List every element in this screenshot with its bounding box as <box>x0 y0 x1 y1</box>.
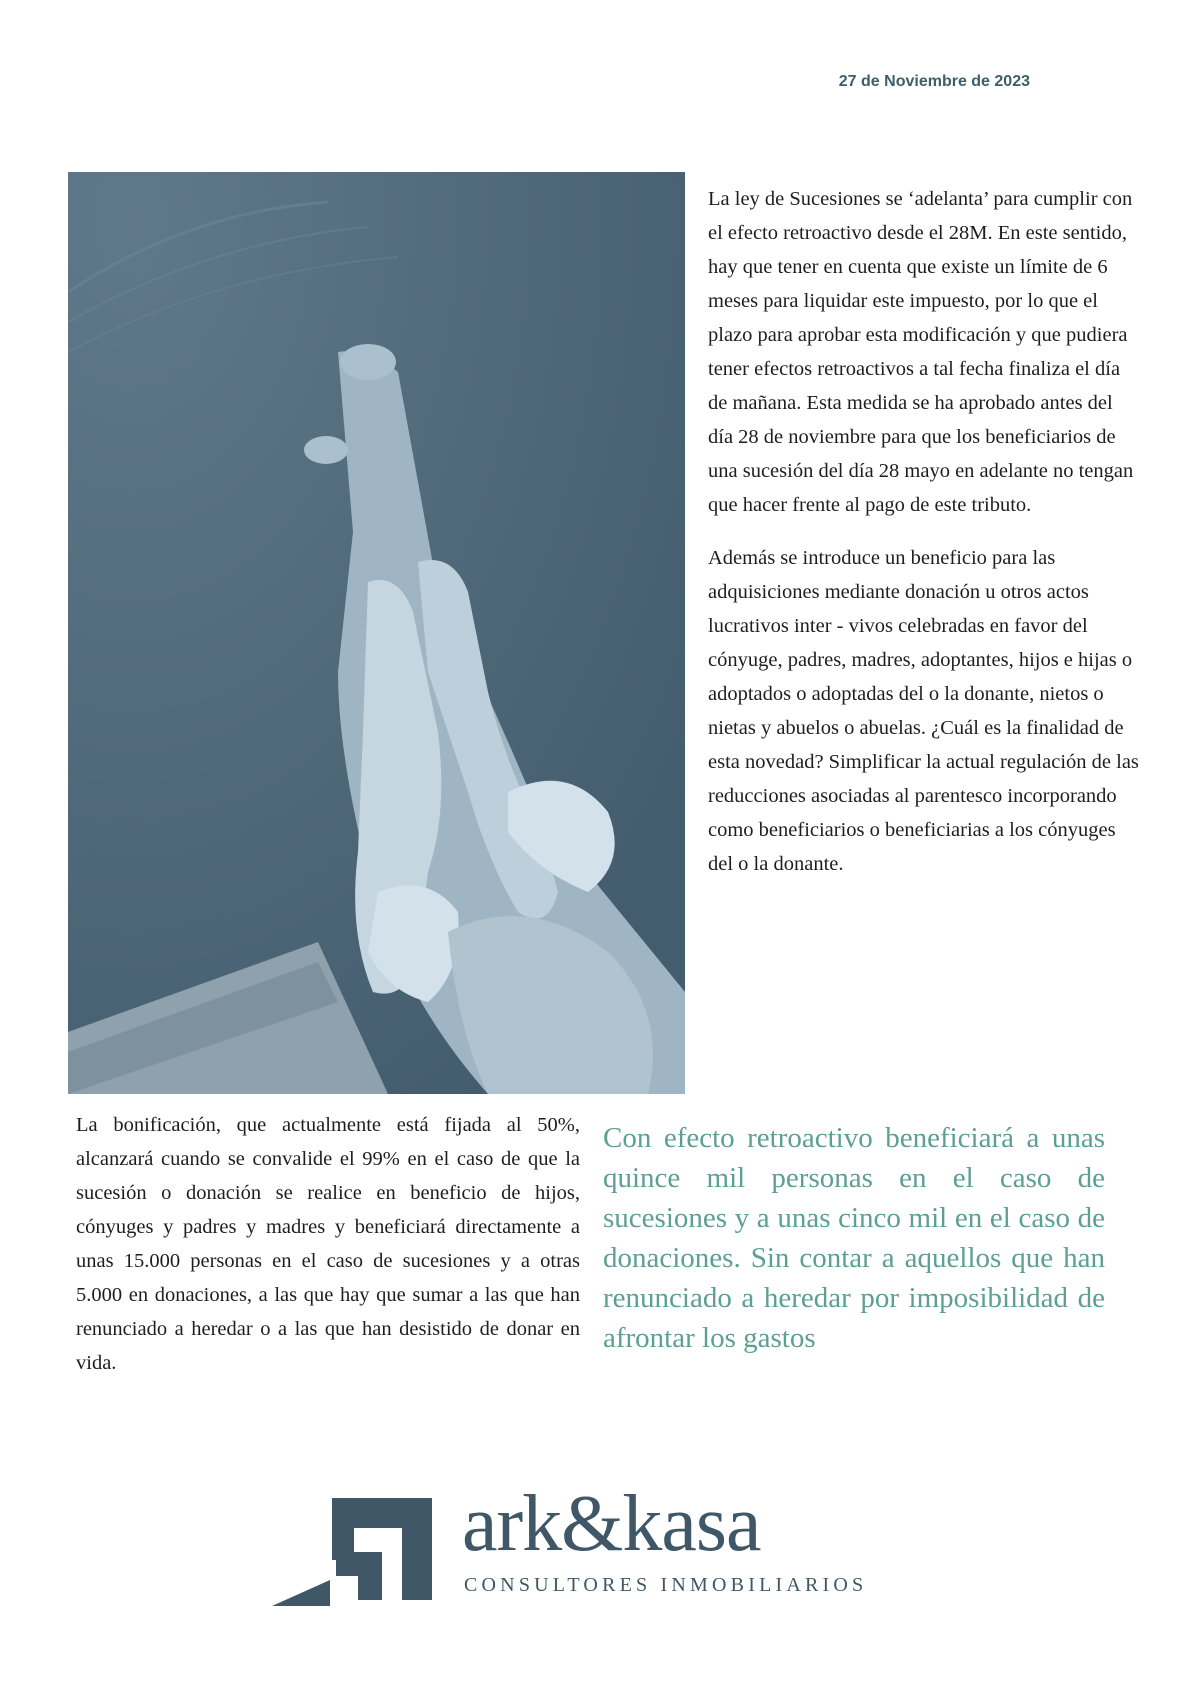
house-logo-icon <box>272 1488 452 1608</box>
family-legs-photo <box>68 172 685 1094</box>
article-paragraph-1: La ley de Sucesiones se ‘adelanta’ para cumplir con el efecto retroactivo desde el 28M. En este sentido, hay que tener en cuenta que existe un límite de 6 meses para liquidar este impuesto, por lo que el plazo para aprobar esta modificación y que pudiera tener efectos retroactivos a tal fecha finaliza el día de mañana. Esta medida se ha aprobado antes del día 28 de noviembre para que los beneficiarios de una sucesión del día 28 mayo en adelante no tengan que hacer frente al pago de este tributo. <box>708 188 1134 516</box>
logo-tagline: CONSULTORES INMOBILIARIOS <box>464 1574 868 1596</box>
article-paragraph-3: La bonificación, que actualmente está fijada al 50%, alcanzará cuando se convalide el 99% en el caso de que la sucesión o donación se realice en beneficio de hijos, cónyuges y padres y madres y beneficiará directamente a unas 15.000 personas en el caso de sucesiones y a otras 5.000 en donaciones, a las que hay que sumar a las que han renunciado a heredar o a las que han desistido de donar en vida. <box>76 1114 580 1374</box>
article-left-column <box>76 1108 580 1380</box>
document-date: 27 de Noviembre de 2023 <box>838 73 1030 90</box>
pull-quote: Con efecto retroactivo beneficiará a unas quince mil personas en el caso de sucesiones y a unas cinco mil en el caso de donaciones. Sin contar a aquellos que han renunciado a heredar por imposibilidad de afrontar los gastos <box>603 1122 1105 1354</box>
ark-kasa-logo <box>272 1480 868 1608</box>
logo-wordmark: ark&kasa <box>462 1480 761 1568</box>
article-paragraph-2: Además se introduce un beneficio para las adquisiciones mediante donación u otros actos lucrativos inter - vivos celebradas en favor del cónyuge, padres, madres, adoptantes, hijos e hijas o adoptados o adoptadas del o la donante, nietos o nietas y abuelos o abuelas. ¿Cuál es la finalidad de esta novedad? Simplificar la actual regulación de las reducciones asociadas al parentesco incorporando como beneficiarios o beneficiarias a los cónyuges del o la donante. <box>708 547 1139 875</box>
article-right-column <box>708 182 1140 900</box>
